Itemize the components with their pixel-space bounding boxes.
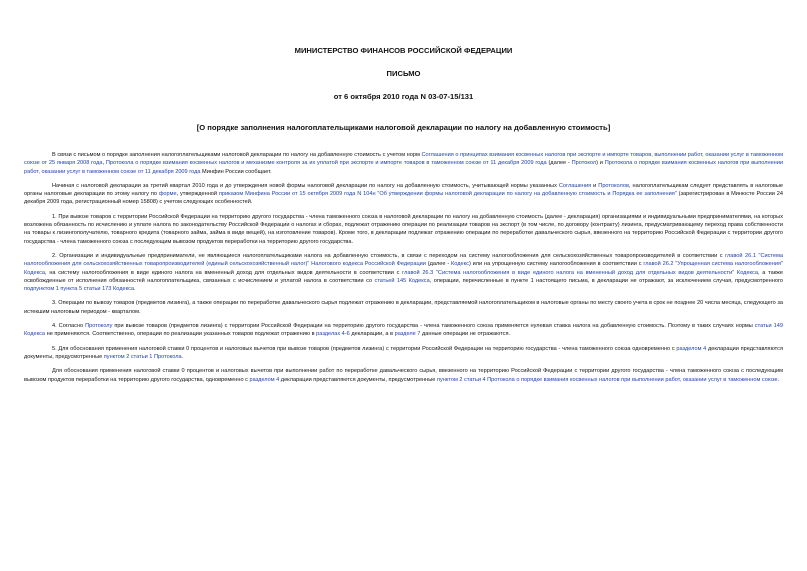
document-link[interactable]: Соглашения [558,182,592,189]
document-link[interactable]: разделом 4 [676,345,707,352]
paragraph-text: (зарегистрирован в Минюсте России 24 декабря 2009 года, регистрационный номер 15808) с учетом следующих особенностей. [24,191,783,206]
paragraph-text: ) и [596,160,605,167]
paragraph-text: , утвержденной [176,191,219,198]
paragraph-text: 1. При вывозе товаров с территории Российской Федерации на территорию другого государства - члена таможенного союза в налоговой декларации по налогу на добавленную стоимость (далее - декларация) организациями и индивидуальными предпринимателями, на которых возложена обязанность по исчислению и уплате налога по законодательству Российской Федерации о налогах и сборах, подлежат отражению операции по реализации товаров на экспорт (в том числе, по договору (контракту) лизинга, предусматривающему переход права собственности на товары к лизингополучателю, товарного кредита (товарного займа, займа в виде вещей), на изготовление товаров). Кроме того, в декларации подлежат отражению операции по переработке давальческого сырья, ввезенного на территорию Российской Федерации с территории другого государства - члена таможенного союза с последующим вывозом продуктов переработки на территорию другого государства. [24,213,783,245]
paragraph [24,151,783,176]
document-link[interactable]: Протокола о порядке взимания косвенных налогов при выполнении работ, оказании услуг в таможенном союзе от 11 декабря 2009 года [24,160,784,175]
paragraph-text: декларации представляются документы, предусмотренные [279,376,437,383]
paragraph-text: , на систему налогообложения в виде единого налога на вмененный доход для отдельных видов деятельности в соответствии с [45,269,403,276]
document-link[interactable]: форме [158,191,177,198]
document-type: ПИСЬМО [386,69,421,78]
paragraph [24,367,783,384]
paragraph-text: , операции, перечисленные в пункте 1 настоящего письма, в декларации не отражают, за исключением случая, предусмотренного [429,277,783,284]
paragraph-text: . [777,376,780,383]
document-title: [О порядке заполнения налогоплательщиками налоговой декларации по налогу на добавленную стоимость] [196,123,611,132]
document-link[interactable]: Кодекс [451,261,469,268]
document-link[interactable]: Протоколов [598,182,629,189]
paragraph [24,213,783,246]
document-link[interactable]: разделе 7 [394,331,421,338]
document-link[interactable]: разделом 4 [249,376,280,383]
document-body [24,151,783,384]
document-link[interactable]: Соглашения о принципах взимания косвенных налогов при экспорте и импорте товаров, выполнении работ, оказании услуг в таможенном союзе от 25 января 2008 года [24,152,783,167]
paragraph-text: (далее - [425,261,452,268]
paragraph-text: декларации, а в [349,331,395,338]
document-link[interactable]: статьей 145 Кодекса [374,277,430,284]
paragraph-text: 3. Операции по вывозу товаров (предметов лизинга), а также операции по переработке давальческого сырья подлежат отражению в декларации, представляемой налогоплательщиком в налоговые органы по месту своего учета в срок не позднее 20 числа месяца, следующего за истекшим налоговым периодом - кварталом. [24,300,783,315]
paragraph-text: при вывозе товаров (предметов лизинга) с территории Российской Федерации на территорию другого государства - члена таможенного союза применяется нулевая ставка налога на добавленную стоимость. Поэтому в таких случаях нормы [112,323,755,330]
paragraph-text: ) или на упрощенную систему налогообложения в соответствии с [468,261,644,268]
document-link[interactable]: главой 26.3 "Система налогообложения в виде единого налога на вмененный доход для отдельных видов деятельности" Кодекса [402,269,758,276]
paragraph-text: . [181,353,184,360]
document-link[interactable]: подпунктом 1 пункта 5 статьи 173 Кодекса [24,286,135,293]
document-link[interactable]: пунктом 2 статьи 1 Протокола [103,353,182,360]
paragraph [24,252,783,293]
paragraph-text: , а также освобожденные от исполнения обязанностей налогоплательщика, связанных с исчислением и уплатой налога в соответствии со [24,269,784,284]
document-link[interactable]: Протокол [571,160,597,167]
document-link[interactable]: Протокола о порядке взимания косвенных налогов и механизме контроля за их уплатой при экспорте и импорте товаров в таможенном союзе от 11 декабря 2009 года [105,160,547,167]
document-link[interactable]: разделах 4-6 [316,331,350,338]
document-link[interactable]: пунктом 2 статьи 4 Протокола о порядке взимания косвенных налогов при выполнении работ, оказании услуг в таможенном союзе [436,376,778,383]
paragraph-text: 5. Для обоснования применения налоговой ставки 0 процентов и налоговых вычетов при вывозе товаров (предметов лизинга) с территории Российской Федерации на территорию государства - члена таможенного союза одновременно с [52,345,677,352]
document-link[interactable]: Протоколу [85,323,113,330]
paragraph-text: , налогоплательщикам следует представлять в налоговые органы налоговые декларации по этому налогу по [24,182,783,198]
paragraph-text: декларации представляются документы, предусмотренные [24,345,783,360]
paragraph-text: В связи с письмом о порядке заполнения налогоплательщиками налоговой декларации по налогу на добавленную стоимость с учетом норм [52,152,422,158]
document-link[interactable]: главой 26.1 "Система налогообложения для сельскохозяйственных товаропроизводителей (единый сельскохозяйственный налог)" Налогового кодекса Российской Федерации [24,252,783,268]
paragraph-text: Минфин России сообщает. [200,168,272,175]
paragraph-text: и [591,182,599,189]
paragraph-text: 2. Организации и индивидуальные предприниматели, не являющиеся налогоплательщиками налога на добавленную стоимость, в связи с переходом на систему налогообложения для сельскохозяйственных товаропроизводителей в соответствии с [52,252,726,259]
paragraph [24,345,783,362]
document-link[interactable]: приказом Минфина России от 15 октября 2009 года N 104н "Об утверждении формы налоговой декларации по налогу на добавленную стоимость и Порядка ее заполнения" [218,191,677,198]
paragraph-text: , [102,160,106,167]
paragraph-text: данные операции не отражаются. [420,331,511,338]
document-link[interactable]: статьи 149 Кодекса [24,323,783,338]
paragraph-text: 4. Согласно [52,323,86,330]
paragraph [24,322,783,339]
paragraph-text: . [134,286,136,293]
paragraph-text: Для обоснования применения налоговой ставки 0 процентов и налоговых вычетов при выполнении работ по переработке давальческого сырья, ввезенного на территорию Российской Федерации с территории другого государства - члена таможенного союза с последующим вывозом продуктов переработки на территорию другого государства, одновременно с [24,368,783,383]
ministry-heading: МИНИСТЕРСТВО ФИНАНСОВ РОССИЙСКОЙ ФЕДЕРАЦИИ [294,46,513,55]
paragraph [24,299,783,316]
document-date-number: от 6 октября 2010 года N 03-07-15/131 [333,92,474,101]
paragraph-text: не применяются. Соответственно, операции по реализации указанных товаров подлежат отражению в [45,331,317,338]
document-link[interactable]: главой 26.2 "Упрощенная система налогообложения" Кодекса [24,261,783,276]
paragraph-text: (далее - [546,160,572,167]
paragraph-text: Начиная с налоговой декларации за третий квартал 2010 года и до утверждения новой формы налоговой декларации по налогу на добавленную стоимость, учитывающей нормы указанных [52,182,559,189]
paragraph [24,182,783,207]
